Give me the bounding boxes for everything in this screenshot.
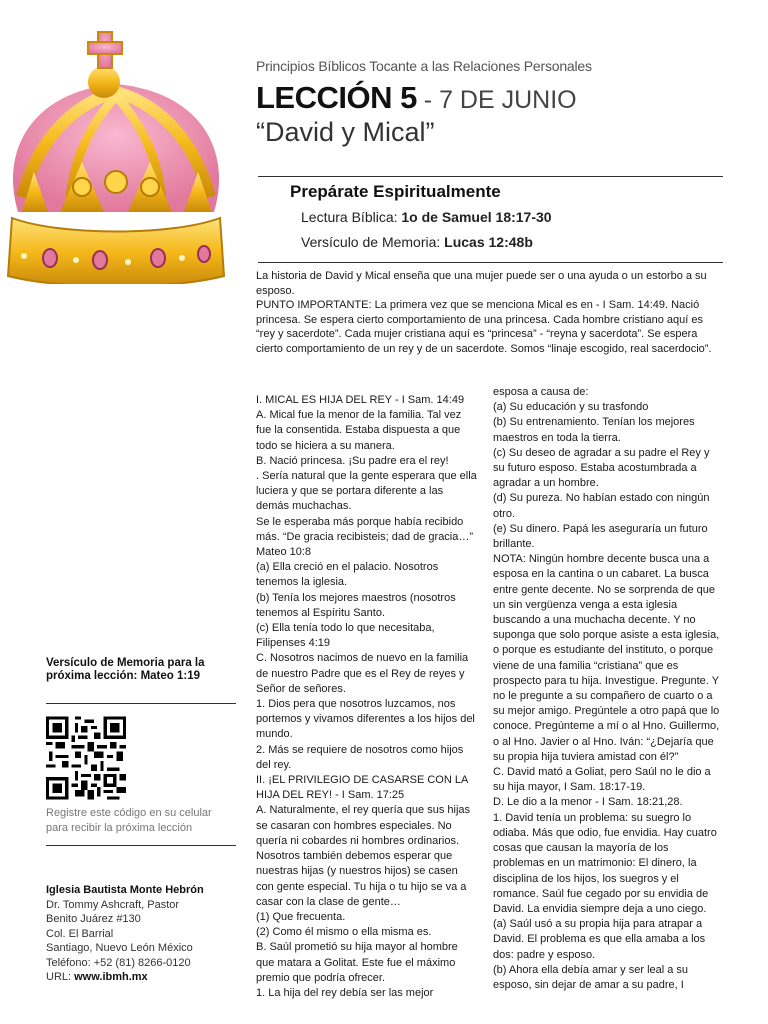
outline-line: . Sería natural que la gente esperara que ella luciera y que se portara diferente a las demás muchachas. <box>256 470 477 513</box>
outline-line: A. Naturalmente, el rey quería que sus hijas se casaran con hombres especiales. No quería ni cobardes ni hombres ordinarios. Nosotros también debemos esperar que nuestras hijas (y nuestros hijos) se casen con gente especial. Tu hija o tu hijo se va a casar con la clase de gente… <box>256 804 471 908</box>
church-phone: Teléfono: +52 (81) 8266-0120 <box>46 956 191 969</box>
lesson-subtitle: “David y Mical” <box>256 117 435 147</box>
divider <box>46 845 236 846</box>
outline-line: D. Le dio a la menor - I Sam. 18:21,28. <box>493 796 683 809</box>
church-info <box>46 883 246 985</box>
intro-text <box>256 269 724 357</box>
lesson-title-line <box>256 80 577 116</box>
outline-line: C. Nosotros nacimos de nuevo en la familia de nuestro Padre que es el Rey de reyes y Señor de señores. <box>256 652 469 695</box>
outline-line: I. MICAL ES HIJA DEL REY - I Sam. 14:49 <box>256 394 465 406</box>
divider <box>258 262 723 263</box>
outline-line: NOTA: Ningún hombre decente busca una a esposa en la cantina o un cabaret. La busca entre gente decente. No se sorprenda de que un sin vergüenza venga a esta iglesia buscando a una muchacha decente. Y no suponga que solo porque asiste a esta iglesia, o porque es estudiante del instituto, o porque viene de una familia “cristiana” que es prospecto para tu hija. Investigue. Pregunte. Y no le pregunte a su compañero de cuarto o a su mejor amigo. Pregúntele a otro papá que lo conoce. Pregúnteme a mí o al Hno. Guillermo, o al Hno. Javier o al Hno. Iván: “¿Dejaría que su propia hija tuviera amistad con él?” <box>493 553 720 763</box>
church-street: Benito Juárez #130 <box>46 913 141 925</box>
outline-line: B. Saúl prometió su hija mayor al hombre que matara a Golitat. Este fue el máximo premio que podría ofrecer. <box>256 941 458 984</box>
outline-line: 1. Dios pera que nosotros luzcamos, nos portemos y vivamos diferentes a los hijos del mundo. <box>256 698 475 741</box>
outline-column-right <box>493 385 722 993</box>
outline-line: (a) Su educación y su trasfondo <box>493 401 649 414</box>
intro-paragraph: PUNTO IMPORTANTE: La primera vez que se menciona Mical es en - I Sam. 14:49. Nació princesa. Se espera cierto comportamiento de una princesa. Cada hombre cristiano aquí es “rey y sacerdote”. Cada mujer cristiana aquí es “princesa” - “reyna y sacerdota”. Se espera cierto comportamiento de un rey y de un sacerdote. Somos “linaje escogido, real sacerdocio”. <box>256 299 712 355</box>
outline-line: 1. David tenía un problema: su suegro lo odiaba. Más que odio, fue envidia. Hay cuatro cosas que causan la mayoría de los problemas en un matrimonio: El dinero, la disciplina de los hijos, los suegros y el romance. Saúl fue cegado por su envidia de David. La envidia siempre deja a uno ciego. <box>493 811 717 915</box>
divider <box>46 703 236 704</box>
church-neighborhood: Col. El Barrial <box>46 927 114 940</box>
outline-line: 2. Más se requiere de nosotros como hijos del rey. <box>256 743 464 771</box>
outline-line: esposa a causa de: <box>493 386 589 398</box>
outline-line: II. ¡EL PRIVILEGIO DE CASARSE CON LA HIJA DEL REY! - I Sam. 17:25 <box>256 774 468 802</box>
outline-line: (a) Ella creció en el palacio. Nosotros tenemos la iglesia. <box>256 561 439 589</box>
outline-line: (a) Saúl usó a su propia hija para atrapar a David. El problema es que ella amaba a los dos: padre y esposo. <box>493 918 706 961</box>
outline-line: (e) Su dinero. Papá les aseguraría un futuro brillante. <box>493 522 708 551</box>
lesson-date: - 7 DE JUNIO <box>416 86 577 114</box>
outline-column-left <box>256 393 478 1001</box>
prep-heading: Prepárate Espiritualmente <box>290 182 501 201</box>
church-name: Iglesia Bautista Monte Hebrón <box>46 884 204 896</box>
church-city: Santiago, Nuevo León México <box>46 942 193 954</box>
pastor-name: Dr. Tommy Ashcraft, Pastor <box>46 898 180 911</box>
outline-line: (b) Tenía los mejores maestros (nosotros tenemos al Espíritu Santo. <box>256 591 456 619</box>
outline-line: (c) Su deseo de agradar a su padre el Rey y su futuro esposo. Estaba acostumbrada a agradar a un hombre. <box>493 446 710 490</box>
memory-verse-label: Versículo de Memoria: <box>301 234 445 250</box>
intro-paragraph: La historia de David y Mical enseña que una mujer puede ser o una ayuda o un estorbo a su esposo. <box>256 270 707 297</box>
divider <box>258 176 723 177</box>
outline-line: (1) Que frecuenta. <box>256 910 346 923</box>
outline-line: B. Nació princesa. ¡Su padre era el rey! <box>256 454 449 467</box>
church-url <box>46 970 246 985</box>
outline-line: Se le esperaba más porque había recibido más. “De gracia recibisteis; dad de gracia…” Mateo 10:8 <box>256 515 474 559</box>
qr-code[interactable] <box>46 716 126 800</box>
outline-line: (b) Su entrenamiento. Tenían los mejores maestros en toda la tierra. <box>493 416 695 444</box>
church-url-link[interactable]: www.ibmh.mx <box>74 971 148 983</box>
outline-line: A. Mical fue la menor de la familia. Tal vez fue la consentida. Estaba dispuesta a que todo se hiciera a su manera. <box>256 409 462 452</box>
series-title: Principios Bíblicos Tocante a las Relaciones Personales <box>256 58 592 74</box>
outline-line: C. David mató a Goliat, pero Saúl no le dio a su hija mayor, I Sam. 18:17-19. <box>493 766 711 794</box>
qr-caption: Registre este código en su celular para recibir la próxima lección <box>46 807 212 834</box>
bible-reading <box>301 209 552 225</box>
outline-line: (c) Ella tenía todo lo que necesitaba, Filipenses 4:19 <box>256 622 435 650</box>
bible-reading-label: Lectura Bíblica: <box>301 209 402 225</box>
lesson-number: LECCIÓN 5 <box>256 80 417 115</box>
memory-verse <box>301 234 533 250</box>
outline-line: (b) Ahora ella debía amar y ser leal a su esposo, sin dejar de amar a su padre, I <box>493 963 689 991</box>
church-url-label: URL: <box>46 971 75 983</box>
bible-reading-value: 1o de Samuel 18:17-30 <box>401 209 552 225</box>
memory-verse-value: Lucas 12:48b <box>444 234 533 250</box>
outline-line: (d) Su pureza. No habían estado con ningún otro. <box>493 492 710 520</box>
outline-line: 1. La hija del rey debía ser las mejor <box>256 986 434 999</box>
next-memory-verse: Versículo de Memoria para la próxima lección: Mateo 1:19 <box>46 657 205 682</box>
crown-illustration <box>0 22 232 284</box>
outline-line: (2) Como él mismo o ella misma es. <box>256 926 432 939</box>
